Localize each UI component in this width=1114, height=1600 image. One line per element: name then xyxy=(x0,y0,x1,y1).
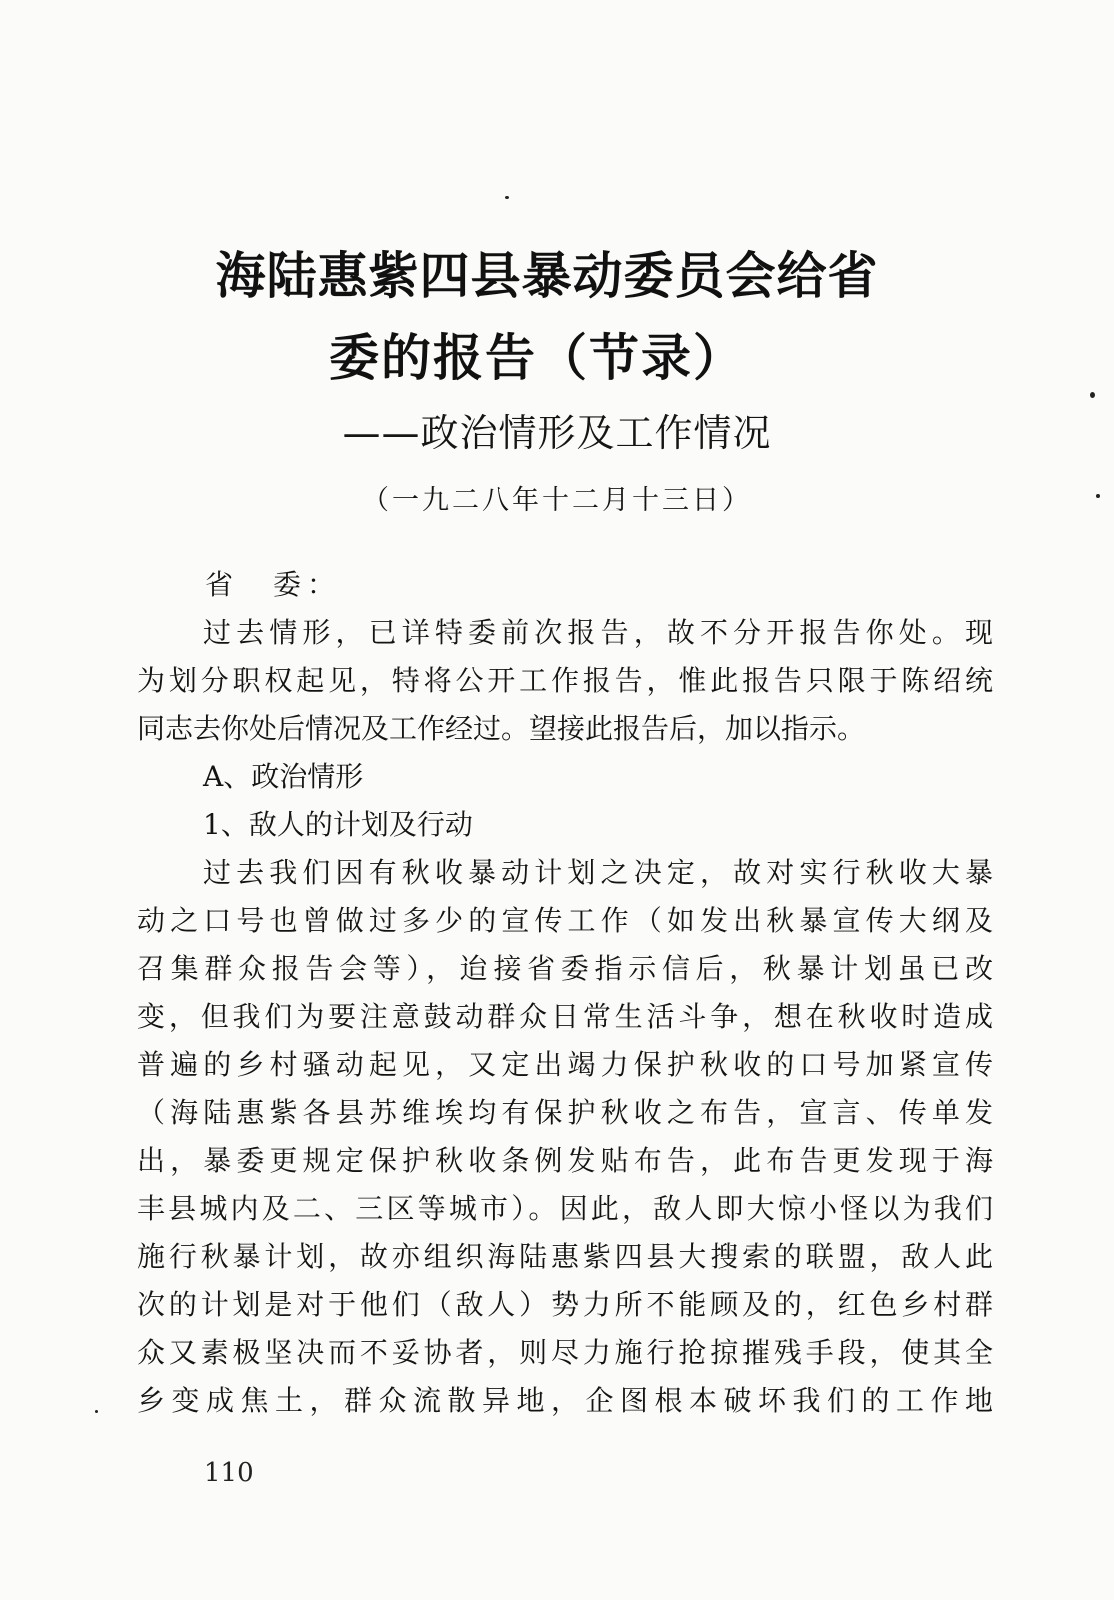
body-line: 动之口号也曾做过多少的宣传工作（如发出秋暴宣传大纲及 xyxy=(137,904,993,937)
section-heading: A、政治情形 xyxy=(203,760,364,793)
title-line-1: 海陆惠紫四县暴动委员会给省 xyxy=(215,246,879,305)
body-line: 众又素极坚决而不妥协者，则尽力施行抢掠摧残手段，使其全 xyxy=(137,1336,993,1369)
body-line: （海陆惠紫各县苏维埃均有保护秋收之布告，宣言、传单发 xyxy=(137,1096,993,1129)
subsection-heading: 1、敌人的计划及行动 xyxy=(203,808,473,841)
body-line: 过去情形，已详特委前次报告，故不分开报告你处。现 xyxy=(203,616,993,649)
body-line: 次的计划是对于他们（敌人）势力所不能顾及的，红色乡村群 xyxy=(137,1288,993,1321)
body-line: 施行秋暴计划，故亦组织海陆惠紫四县大搜索的联盟，敌人此 xyxy=(137,1240,993,1273)
salutation: 省 委： xyxy=(205,568,342,601)
body-line: 同志去你处后情况及工作经过。望接此报告后，加以指示。 xyxy=(137,712,866,745)
body-line: 普遍的乡村骚动起见，又定出竭力保护秋收的口号加紧宣传 xyxy=(137,1048,993,1081)
scan-speck xyxy=(505,196,509,199)
body-line: 变，但我们为要注意鼓动群众日常生活斗争，想在秋收时造成 xyxy=(137,1000,993,1033)
body-line: 丰县城内及二、三区等城市）。因此，敌人即大惊小怪以为我们 xyxy=(137,1192,993,1225)
scan-speck xyxy=(1090,392,1095,398)
report-date: （一九二八年十二月十三日） xyxy=(362,485,752,516)
body-line: 为划分职权起见，特将公开工作报告，惟此报告只限于陈绍统 xyxy=(137,664,993,697)
page-number: 110 xyxy=(204,1458,254,1488)
subtitle: ——政治情形及工作情况 xyxy=(342,411,772,455)
body-line: 乡变成焦土，群众流散异地，企图根本破坏我们的工作地 xyxy=(137,1384,993,1417)
body-line: 召集群众报告会等），迨接省委指示信后，秋暴计划虽已改 xyxy=(137,952,993,985)
scan-speck xyxy=(95,1410,98,1413)
scan-speck xyxy=(1096,494,1100,498)
title-line-2: 委的报告（节录） xyxy=(329,328,745,387)
body-line: 出，暴委更规定保护秋收条例发贴布告，此布告更发现于海 xyxy=(137,1144,993,1177)
body-line: 过去我们因有秋收暴动计划之决定，故对实行秋收大暴 xyxy=(203,856,993,889)
